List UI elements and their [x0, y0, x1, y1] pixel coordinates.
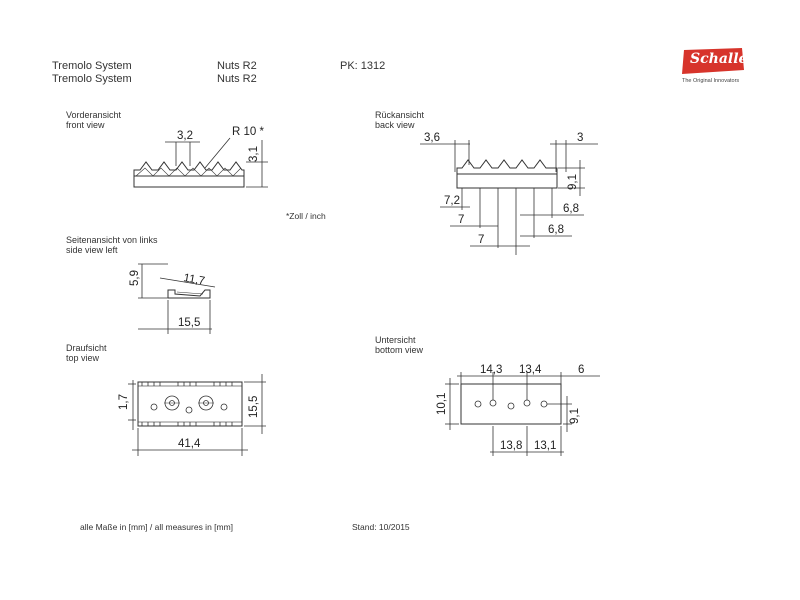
bottom-view-title-en: bottom view	[375, 345, 424, 355]
side-view-title-de: Seitenansicht von links	[66, 235, 158, 245]
dim-front-radius: R 10 *	[232, 126, 264, 138]
dim-bottom-e: 13,8	[500, 440, 523, 452]
header-pk: PK: 1312	[340, 60, 386, 72]
dimension-labels	[118, 126, 584, 452]
header-system-2: Tremolo System	[52, 73, 132, 85]
top-view-title-de: Draufsicht	[66, 343, 107, 353]
dim-top-width: 41,4	[178, 438, 201, 450]
front-view-title-de: Vorderansicht	[66, 110, 122, 120]
dim-side-height: 5,9	[129, 270, 141, 286]
dim-back-e: 6,8	[548, 224, 564, 236]
dim-top-depth: 15,5	[248, 395, 260, 418]
dim-top-height: 1,7	[118, 394, 130, 410]
dim-bottom-b: 13,4	[519, 364, 542, 376]
back-view-title-en: back view	[375, 120, 415, 130]
dim-back-a: 7,2	[444, 195, 460, 207]
dim-back-d: 6,8	[563, 203, 579, 215]
dim-bottom-c: 6	[578, 364, 585, 376]
dim-back-left: 3,6	[424, 132, 440, 144]
logo-brand: Schaller	[690, 51, 755, 67]
bottom-view-title-de: Untersicht	[375, 335, 416, 345]
dim-bottom-f: 13,1	[534, 440, 557, 452]
dim-side-width: 15,5	[178, 317, 201, 329]
dim-bottom-d: 9,1	[569, 408, 581, 424]
header-part-2: Nuts R2	[217, 73, 257, 85]
dim-front-height: 3,1	[248, 146, 260, 162]
back-view-title-de: Rückansicht	[375, 110, 425, 120]
header-system-1: Tremolo System	[52, 60, 132, 72]
footer-measures: alle Maße in [mm] / all measures in [mm]	[80, 522, 234, 532]
logo-tagline: The Original Innovators	[682, 78, 740, 84]
dim-back-c: 7	[478, 234, 485, 246]
dim-side-top: 11,7	[182, 272, 206, 288]
inch-note: *Zoll / inch	[286, 211, 326, 221]
top-view-title-en: top view	[66, 353, 100, 363]
dim-bottom-height: 10,1	[436, 392, 448, 415]
dim-back-b: 7	[458, 214, 465, 226]
dim-front-width: 3,2	[177, 130, 193, 142]
side-view-title-en: side view left	[66, 245, 118, 255]
dim-back-h: 9,1	[567, 174, 579, 190]
front-view-title-en: front view	[66, 120, 105, 130]
dim-back-right: 3	[577, 132, 584, 144]
footer-date: Stand: 10/2015	[352, 522, 410, 532]
dim-bottom-a: 14,3	[480, 364, 503, 376]
header-part-1: Nuts R2	[217, 60, 257, 72]
